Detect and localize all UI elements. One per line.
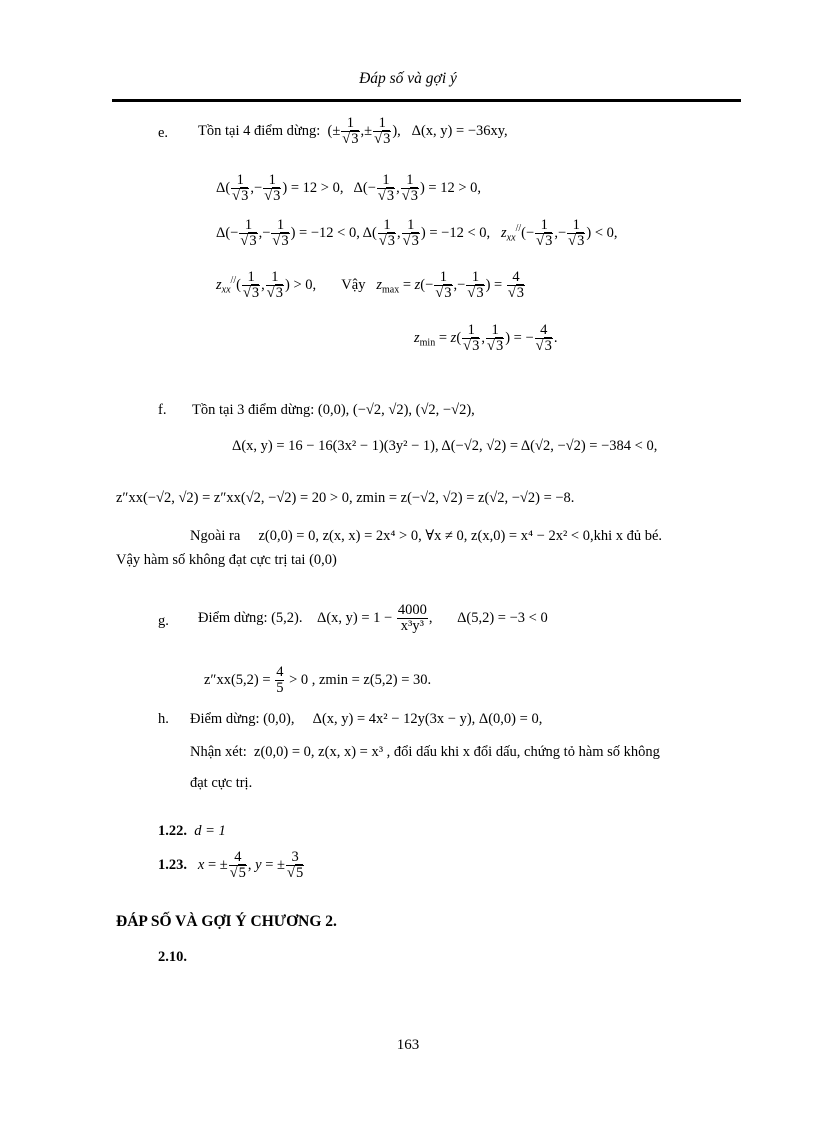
problem-2-10-label: 2.10.	[158, 949, 187, 965]
item-f-line4: Ngoài ra z(0,0) = 0, z(x, x) = 2x⁴ > 0, ∀x ≠ 0, z(x,0) = x⁴ − 2x² < 0,khi x đủ bé.	[190, 528, 663, 544]
vay-text: Vậy	[341, 276, 366, 293]
item-f-line5: Vậy hàm số không đạt cực trị tai (0,0)	[116, 552, 337, 568]
e-delta-formula: Δ(x, y) = −36xy,	[411, 122, 508, 139]
item-h-line2: Nhận xét: z(0,0) = 0, z(x, x) = x³ , đổi dấu khi x đổi dấu, chứng tỏ hàm số không	[190, 744, 660, 760]
problem-1-23: 1.23. x = ± $\frac{4}{√5}$ , y = ± $\frac{3}{√5}$	[158, 849, 304, 881]
item-f-label: f.	[158, 402, 167, 418]
item-g-line1: Điểm dừng: (5,2). Δ(x, y) = 1 − $\frac{4000}{\text{x³y³}}$ , Δ(5,2) = −3 < 0	[198, 602, 548, 634]
item-h-line1: Điểm dừng: (0,0), Δ(x, y) = 4x² − 12y(3x − y), Δ(0,0) = 0,	[190, 711, 543, 727]
fraction: $\frac{1}{√3}$	[342, 115, 359, 147]
fraction: $\frac{1}{√3}$	[374, 115, 391, 147]
item-f-line3: z″xx(−√2, √2) = z″xx(√2, −√2) = 20 > 0, zmin = z(−√2, √2) = z(√2, −√2) = −8.	[116, 490, 575, 506]
item-e-line1: Tồn tại 4 điểm dừng: (± $\frac{1}{√3}$ ,± $\frac{1}{√3}$ ), Δ(x, y) = −36xy,	[198, 115, 508, 147]
item-e-label: e.	[158, 125, 169, 141]
item-g-label: g.	[158, 613, 169, 629]
item-e-line5: $z_{min} = z$( $\frac{1}{√3}$ , $\frac{1}{√3}$ ) = − $\frac{4}{√3}$ .	[414, 322, 558, 354]
item-e-line4: $z_{xx}^{//}$( $\frac{1}{√3}$ , $\frac{1}{√3}$ ) > 0, Vậy $z_{max} = z(-$ $\frac{1}{√3}$ ,− $\frac{1}{√3}$ ) = $\frac{4}{√3}$	[216, 269, 525, 301]
item-g-line2: z″xx(5,2) = $\frac{4}{5}$ > 0 , zmin = z(5,2) = 30.	[204, 664, 432, 696]
item-f-line1: Tồn tại 3 điểm dừng: (0,0), (−√2, √2), (√2, −√2),	[192, 402, 475, 418]
item-f-line2: Δ(x, y) = 16 − 16(3x² − 1)(3y² − 1), Δ(−√2, √2) = Δ(√2, −√2) = −384 < 0,	[232, 438, 658, 454]
item-h-label: h.	[158, 711, 169, 727]
header-rule	[112, 99, 741, 102]
running-header: Đáp số và gợi ý	[359, 70, 457, 87]
page-number: 163	[396, 1037, 420, 1053]
chapter-2-heading: ĐÁP SỐ VÀ GỢI Ý CHƯƠNG 2.	[116, 913, 337, 930]
item-h-line3: đạt cực trị.	[190, 775, 253, 791]
e-intro-text: Tồn tại 4 điểm dừng:	[198, 122, 321, 139]
item-e-line3: Δ(− $\frac{1}{√3}$ ,− $\frac{1}{√3}$ ) = −12 < 0, Δ( $\frac{1}{√3}$ , $\frac{1}{√3}$ ) = −12 < 0, $z_{xx}^{//}(-$ $\frac{1}{√3}$ ,− $\frac{1}{√3}$ ) < 0,	[216, 217, 618, 249]
item-e-line2: Δ( $\frac{1}{√3}$ ,− $\frac{1}{√3}$ ) = 12 > 0, Δ(− $\frac{1}{√3}$ , $\frac{1}{√3}$ ) = 12 > 0,	[216, 172, 481, 204]
problem-1-22: 1.22. d = 1	[158, 823, 226, 839]
